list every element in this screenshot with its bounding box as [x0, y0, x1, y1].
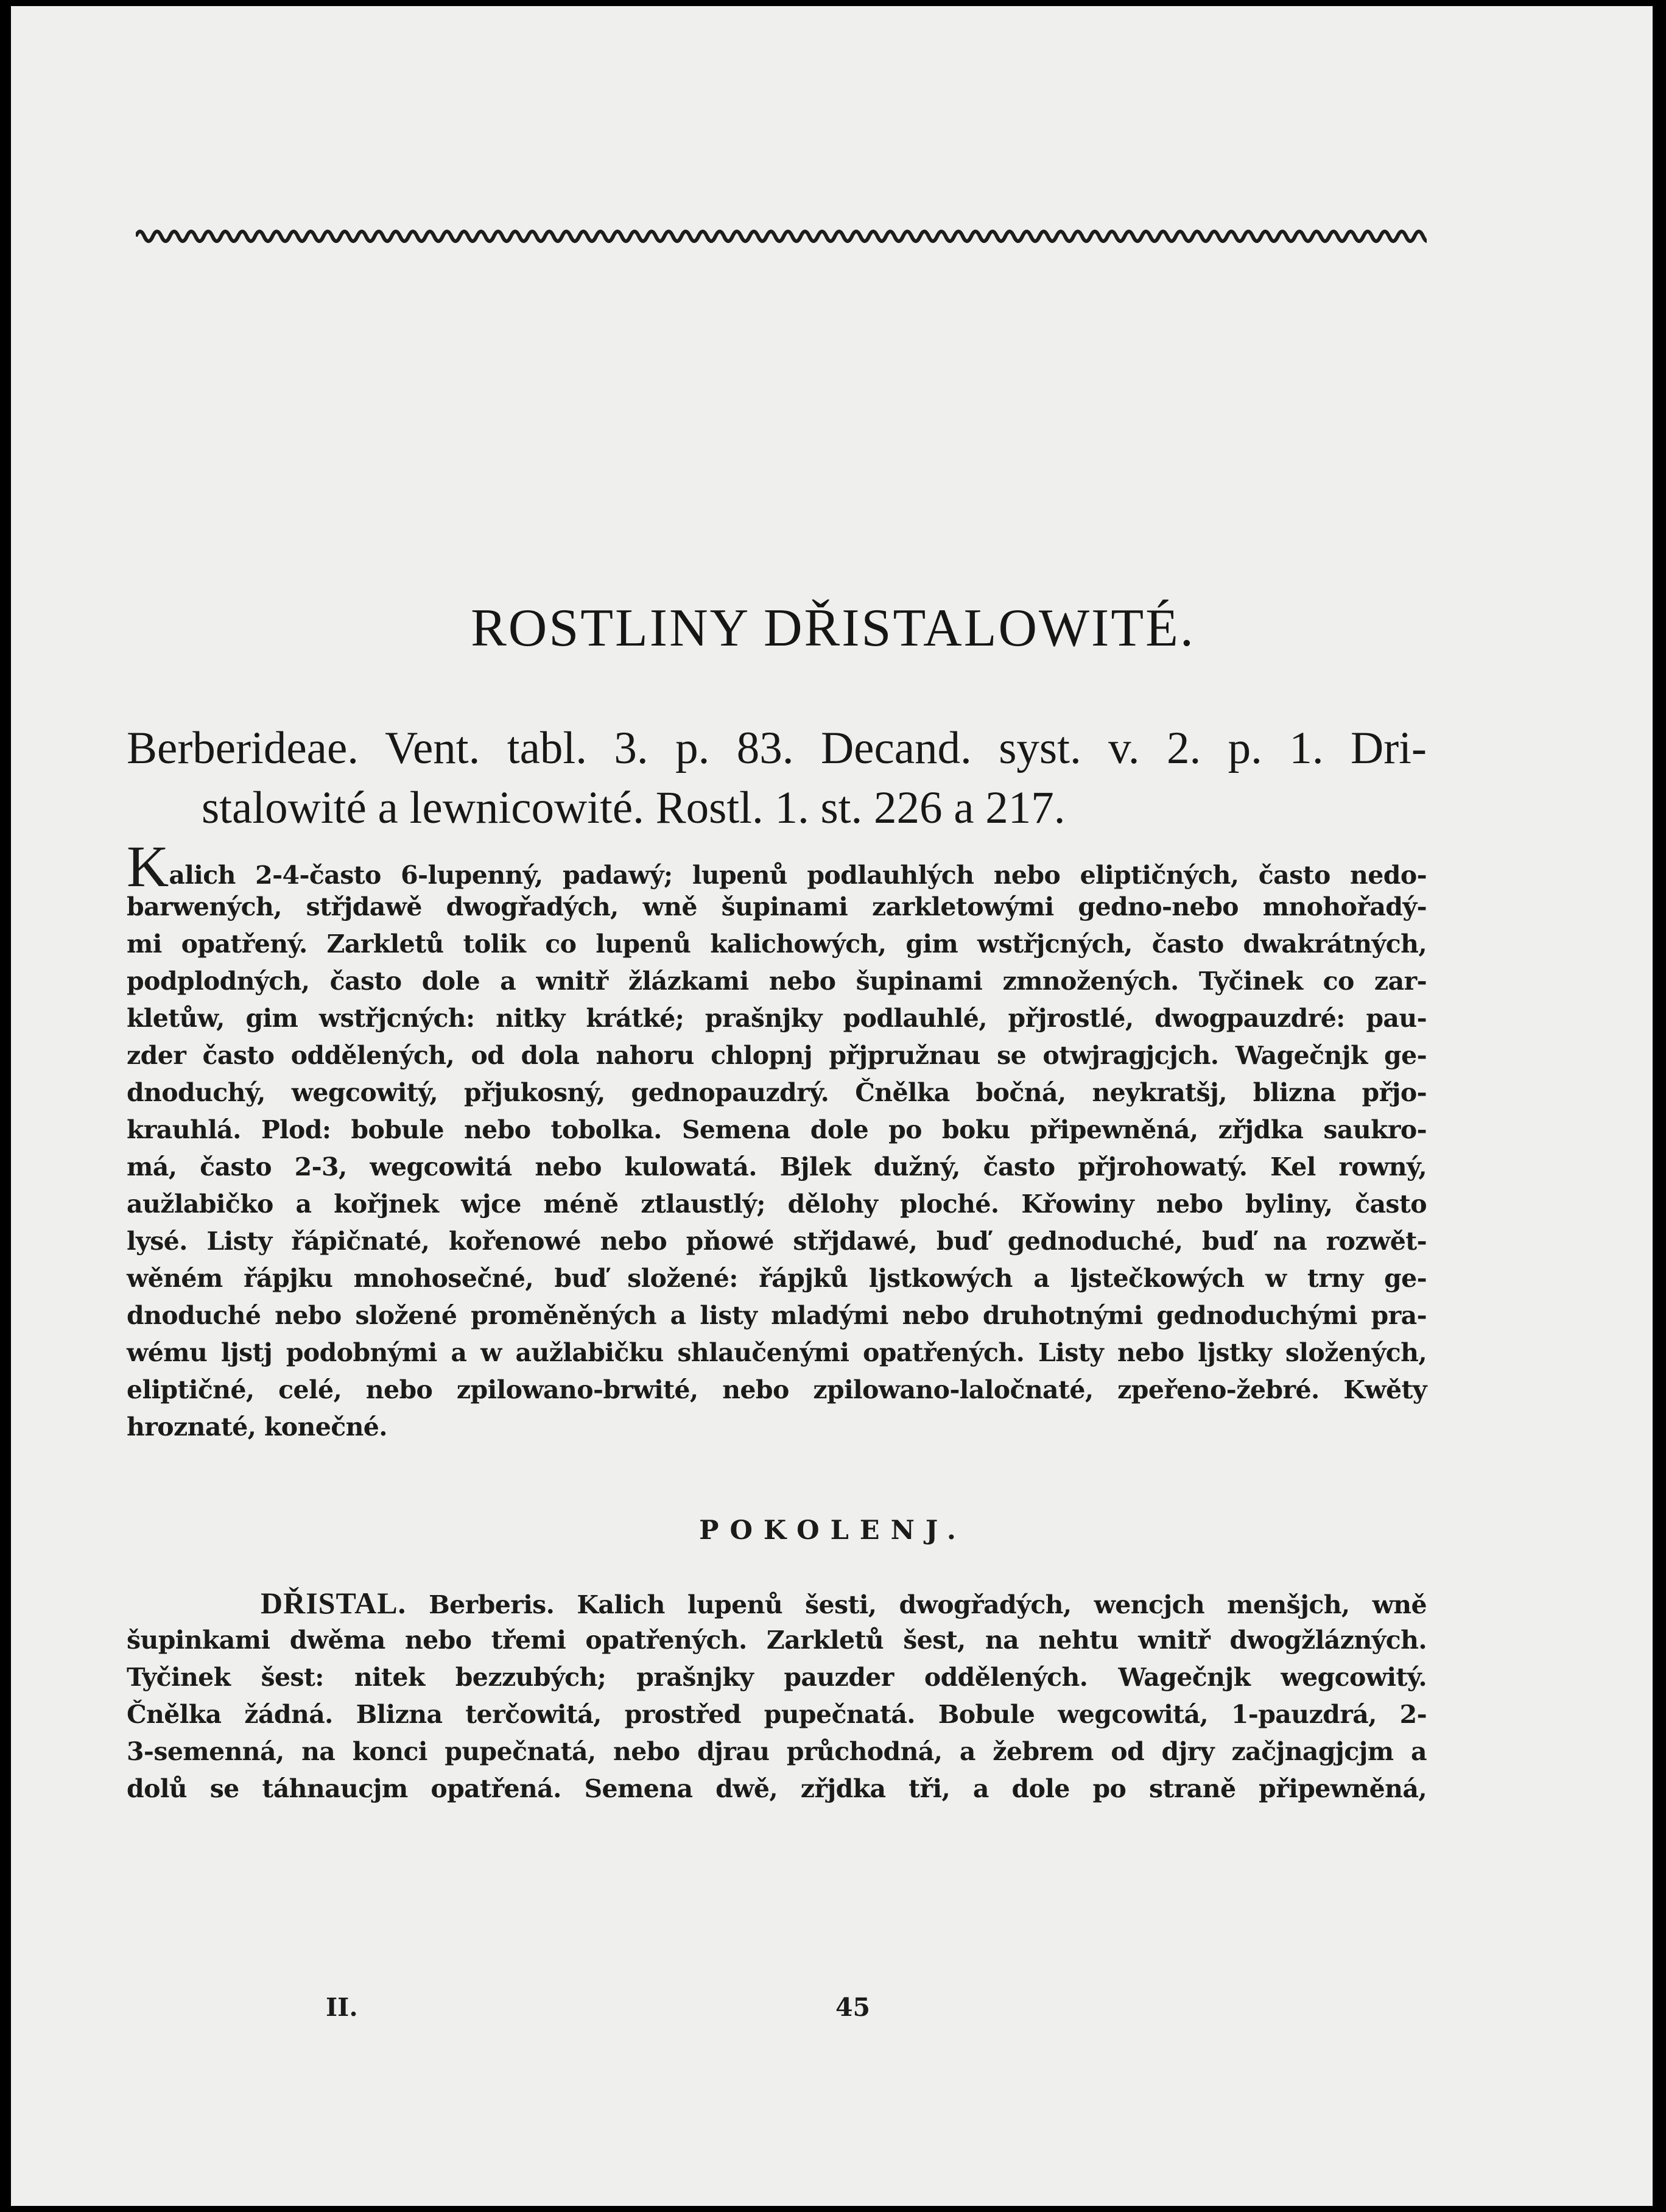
description-line — [127, 1409, 1427, 1446]
description-line — [127, 1223, 1427, 1260]
genus-description — [127, 1585, 1427, 1808]
description-line — [127, 1334, 1427, 1372]
description-line — [127, 1297, 1427, 1334]
genus-first-line-text: Berberis. Kalich lupenů šesti, dwogřadých, wencjch menšjch, wně — [429, 1590, 1427, 1619]
description-line-text: wému ljstj podobnými a w aužlabičku shlaučenými opatřených. Listy nebo ljstky složených, — [127, 1338, 1427, 1367]
description-line — [127, 1000, 1427, 1037]
description-line-text: hroznaté, konečné. — [127, 1412, 387, 1442]
synonymy-citation — [127, 719, 1427, 838]
description-line — [127, 1186, 1427, 1223]
description-line-text: wěném řápjku mnohosečné, buď složené: řápjků ljstkowých a ljstečkowých w trny ge- — [127, 1264, 1427, 1293]
synonymy-line-2: stalowité a lewnicowité. Rostl. 1. st. 226 a 217. — [202, 783, 1066, 833]
description-line — [127, 889, 1427, 926]
synonymy-line-1: Berberideae. Vent. tabl. 3. p. 83. Decand. syst. v. 2. p. 1. Dri- — [127, 723, 1427, 773]
genus-first-line — [127, 1585, 1427, 1622]
description-line-text: má, často 2-3, wegcowitá nebo kulowatá. Bjlek dužný, často přjrohowatý. Kel rowný, — [127, 1152, 1427, 1182]
drop-cap: K — [127, 834, 169, 899]
description-line-text: aužlabičko a kořjnek wjce méně ztlaustlý; dělohy ploché. Křowiny nebo byliny, často — [127, 1189, 1427, 1219]
description-line-text: dnoduché nebo složené proměněných a listy mladými nebo druhotnými gednoduchými pra- — [127, 1301, 1427, 1330]
genus-name: DŘISTAL. — [261, 1586, 407, 1620]
genus-line: dolů se táhnaucjm opatřená. Semena dwě, zřjdka tři, a dole po straně připewněná, — [127, 1774, 1427, 1803]
family-description — [127, 834, 1427, 1446]
description-line — [127, 1074, 1427, 1111]
genus-line: šupinkami dwěma nebo třemi opatřených. Zarkletů šest, na nehtu wnitř dwogžlázných. — [127, 1626, 1427, 1655]
description-line-text: barwených, střjdawě dwogřadých, wně šupinami zarkletowými gedno-nebo mnohořadý- — [127, 892, 1427, 921]
description-line-text: krauhlá. Plod: bobule nebo tobolka. Semena dole po boku připewněná, zřjdka saukro- — [127, 1115, 1427, 1144]
signature-mark: II. — [326, 1993, 358, 2022]
description-line — [127, 1372, 1427, 1409]
description-line-text: dnoduchý, wegcowitý, přjukosný, gednopauzdrý. Čnělka bočná, neykratšj, blizna přjo- — [127, 1078, 1427, 1107]
description-line-text: eliptičné, celé, nebo zpilowano-brwité, nebo zpilowano-laločnaté, zpeřeno-žebré. Kwěty — [127, 1375, 1427, 1404]
page-title: ROSTLINY DŘISTALOWITÉ. — [471, 599, 1195, 658]
description-line-text: podplodných, často dole a wnitř žlázkami nebo šupinami zmnožených. Tyčinek co zar- — [127, 967, 1427, 996]
page-number: 45 — [835, 1993, 871, 2022]
genus-line: Tyčinek šest: nitek bezzubých; prašnjky pauzder oddělených. Wagečnjk wegcowitý. — [127, 1663, 1427, 1692]
description-line — [127, 834, 1427, 899]
description-line-text: kletůw, gim wstřjcných: nitky krátké; prašnjky podlauhlé, přjrostlé, dwogpauzdré: pau- — [127, 1004, 1427, 1033]
description-line-text: zder často oddělených, od dola nahoru chlopnj přjpružnau se otwjragjcjch. Wagečnjk ge- — [127, 1041, 1427, 1070]
description-line-text: mi opatřený. Zarkletů tolik co lupenů kalichowých, gim wstřjcných, často dwakrátných, — [127, 929, 1427, 959]
description-line — [127, 1111, 1427, 1149]
genus-line: Čnělka žádná. Blizna terčowitá, prostřed pupečnatá. Bobule wegcowitá, 1-pauzdrá, 2- — [127, 1700, 1427, 1729]
description-line-text: alich 2-4-často 6-lupenný, padawý; lupenů podlauhlých nebo eliptičných, často nedo- — [169, 861, 1427, 890]
section-heading: POKOLENJ. — [699, 1515, 967, 1546]
description-line — [127, 1149, 1427, 1186]
description-line — [127, 1037, 1427, 1074]
description-line — [127, 963, 1427, 1000]
description-line-text: lysé. Listy řápičnaté, kořenowé nebo pňowé střjdawé, buď gednoduché, buď na rozwět- — [127, 1227, 1427, 1256]
description-line — [127, 1260, 1427, 1297]
decorative-wave-rule — [136, 224, 1427, 248]
genus-line: 3-semenná, na konci pupečnatá, nebo djrau průchodná, a žebrem od djry začjnagjcjm a — [127, 1737, 1427, 1766]
description-line — [127, 926, 1427, 963]
